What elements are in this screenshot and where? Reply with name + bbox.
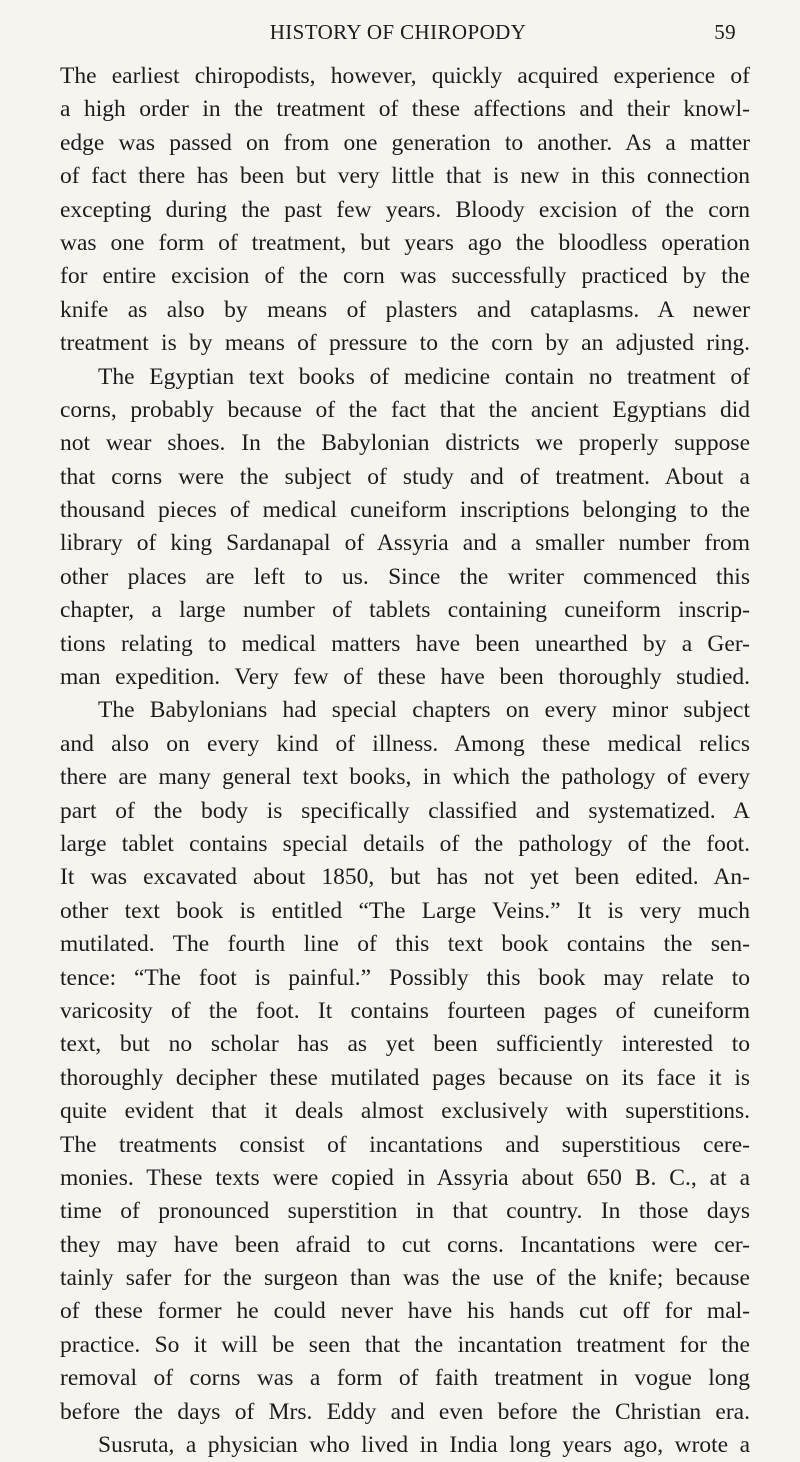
text-line: edge was passed on from one generation to another. As a matter [60,129,750,156]
text-line: Susruta, a physician who lived in India long years ago, wrote a [98,1432,750,1459]
text-line: other text book is entitled “The Large Veins.” It is very much [60,897,750,924]
text-line: large tablet contains special details of the pathology of the foot. [60,830,750,857]
body-text [60,60,750,1462]
text-line: removal of corns was a form of faith treatment in vogue long [60,1365,750,1392]
page-number: 59 [714,20,736,44]
text-line: a high order in the treatment of these affections and their knowl- [60,96,750,123]
text-line: thousand pieces of medical cuneiform inscriptions belonging to the [60,497,750,524]
running-head [60,16,736,48]
text-line: tence: “The foot is painful.” Possibly this book may relate to [60,964,750,991]
text-line: there are many general text books, in which the pathology of every [60,764,750,791]
running-head-title: HISTORY OF CHIROPODY [269,20,527,44]
text-line: chapter, a large number of tablets containing cuneiform inscrip- [60,597,750,624]
text-line: they may have been afraid to cut corns. Incantations were cer- [60,1231,750,1258]
text-line: man expedition. Very few of these have been thoroughly studied. [60,664,750,691]
text-line: quite evident that it deals almost exclusively with superstitions. [60,1098,750,1125]
text-line: library of king Sardanapal of Assyria and a smaller number from [60,530,750,557]
text-line: time of pronounced superstition in that country. In those days [60,1198,750,1225]
text-line: tainly safer for the surgeon than was the use of the knife; because [60,1265,750,1292]
text-line: and also on every kind of illness. Among these medical relics [60,730,750,757]
text-line: treatment is by means of pressure to the corn by an adjusted ring. [60,330,750,357]
text-line: The Babylonians had special chapters on every minor subject [98,697,750,724]
text-line: was one form of treatment, but years ago the bloodless operation [60,229,750,256]
text-line: not wear shoes. In the Babylonian districts we properly suppose [60,430,750,457]
text-line: before the days of Mrs. Eddy and even before the Christian era. [60,1398,750,1425]
text-line: for entire excision of the corn was successfully practiced by the [60,263,750,290]
text-line: thoroughly decipher these mutilated pages because on its face it is [60,1064,750,1091]
text-line: other places are left to us. Since the writer commenced this [60,563,750,590]
text-line: The earliest chiropodists, however, quickly acquired experience of [60,63,750,89]
text-line: The treatments consist of incantations and superstitious cere- [60,1131,750,1158]
text-line: practice. So it will be seen that the incantation treatment for the [60,1331,750,1358]
text-line: of fact there has been but very little that is new in this connection [60,163,750,190]
text-line: varicosity of the foot. It contains fourteen pages of cuneiform [60,997,750,1024]
text-line: mutilated. The fourth line of this text book contains the sen- [60,931,750,958]
text-line: knife as also by means of plasters and cataplasms. A newer [60,296,750,323]
text-line: that corns were the subject of study and of treatment. About a [60,463,750,490]
text-line: monies. These texts were copied in Assyria about 650 B. C., at a [60,1164,750,1191]
text-line: of these former he could never have his hands cut off for mal- [60,1298,750,1325]
text-line: excepting during the past few years. Bloody excision of the corn [60,196,750,223]
text-line: The Egyptian text books of medicine contain no treatment of [98,363,750,390]
text-line: It was excavated about 1850, but has not yet been edited. An- [60,864,750,891]
text-line: tions relating to medical matters have been unearthed by a Ger- [60,630,750,657]
text-line: part of the body is specifically classified and systematized. A [60,797,750,824]
text-line: text, but no scholar has as yet been sufficiently interested to [60,1031,750,1058]
text-line: corns, probably because of the fact that the ancient Egyptians did [60,396,750,423]
